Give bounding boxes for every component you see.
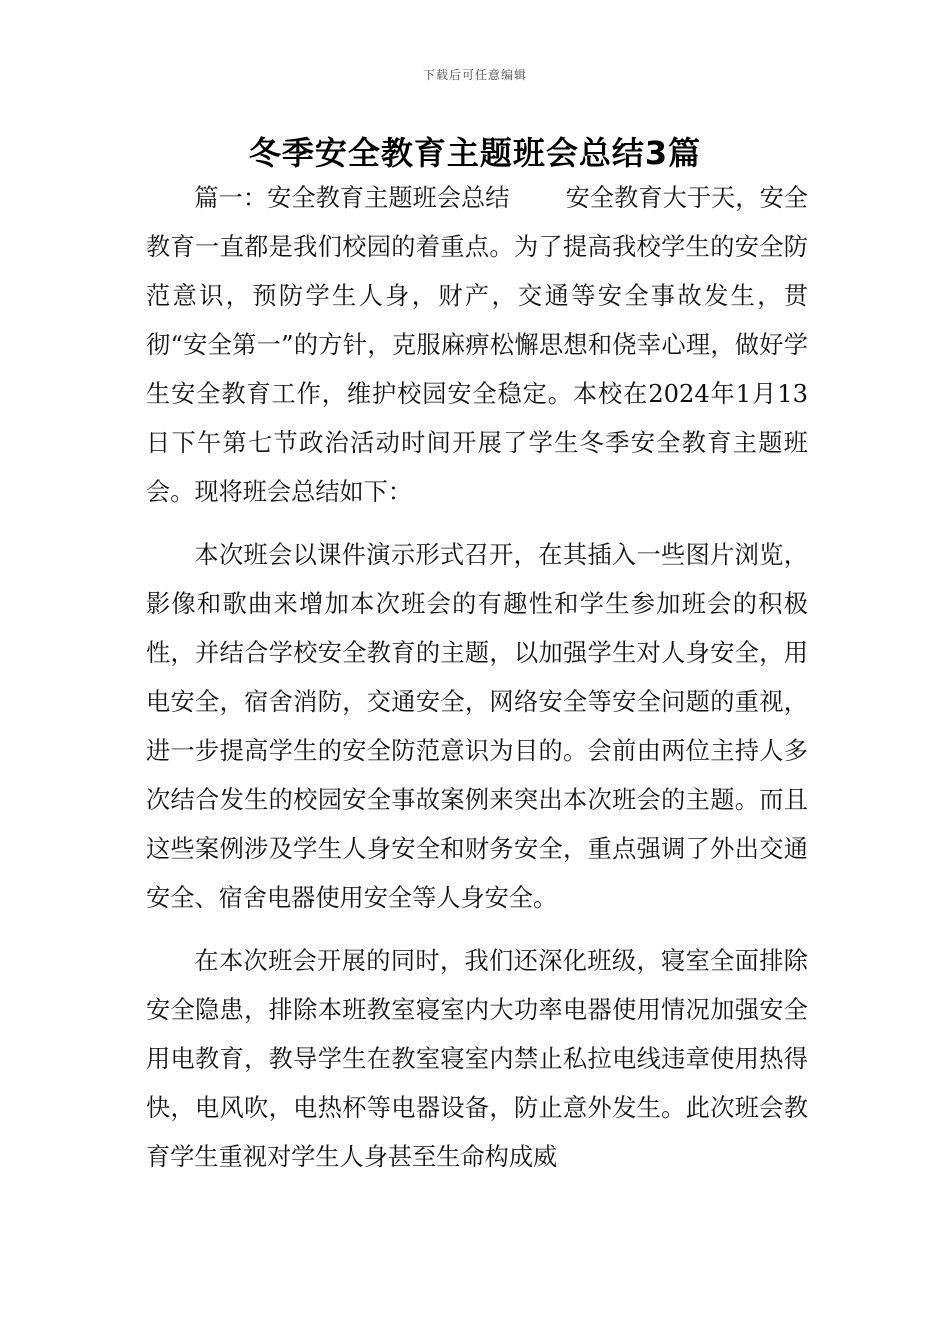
header-note: 下载后可任意编辑 [422, 68, 527, 82]
intro-text: 安全教育大于天，安全教育一直都是我们校园的着重点。为了提高我校学生的安全防范意识，预防学生人身，财产，交通等安全事故发生，贯彻“安全第一”的方针，克服麻痹松懈思想和侥幸心理，做好学生安全教育工作，维护校园安全稳定。本校在2024年1月13日下午第七节政治活动时间开展了学生冬季安全教育主题班会。现将班会总结如下： [146, 184, 808, 506]
section-label: 篇一：安全教育主题班会总结 [194, 184, 510, 212]
paragraph-2: 本次班会以课件演示形式召开，在其插入一些图片浏览，影像和歌曲来增加本次班会的有趣性和学生参加班会的积极性，并结合学校安全教育的主题，以加强学生对人身安全，用电安全，宿舍消防，交通安全，网络安全等安全问题的重视，进一步提高学生的安全防范意识为目的。会前由两位主持人多次结合发生的校园安全事故案例来突出本次班会的主题。而且这些案例涉及学生人身安全和财务安全，重点强调了外出交通安全、宿舍电器使用安全等人身安全。 [146, 541, 808, 912]
document-title: 冬季安全教育主题班会总结3篇 [248, 134, 702, 172]
intro-paragraph [146, 174, 808, 517]
document-body [146, 174, 808, 1182]
paragraph-3: 在本次班会开展的同时，我们还深化班级，寝室全面排除安全隐患，排除本班教室寝室内大功率电器使用情况加强安全用电教育，教导学生在教室寝室内禁止私拉电线违章使用热得快，电风吹，电热杯等电器设备，防止意外发生。此次班会教育学生重视对学生人身甚至生命构成威 [146, 947, 808, 1171]
